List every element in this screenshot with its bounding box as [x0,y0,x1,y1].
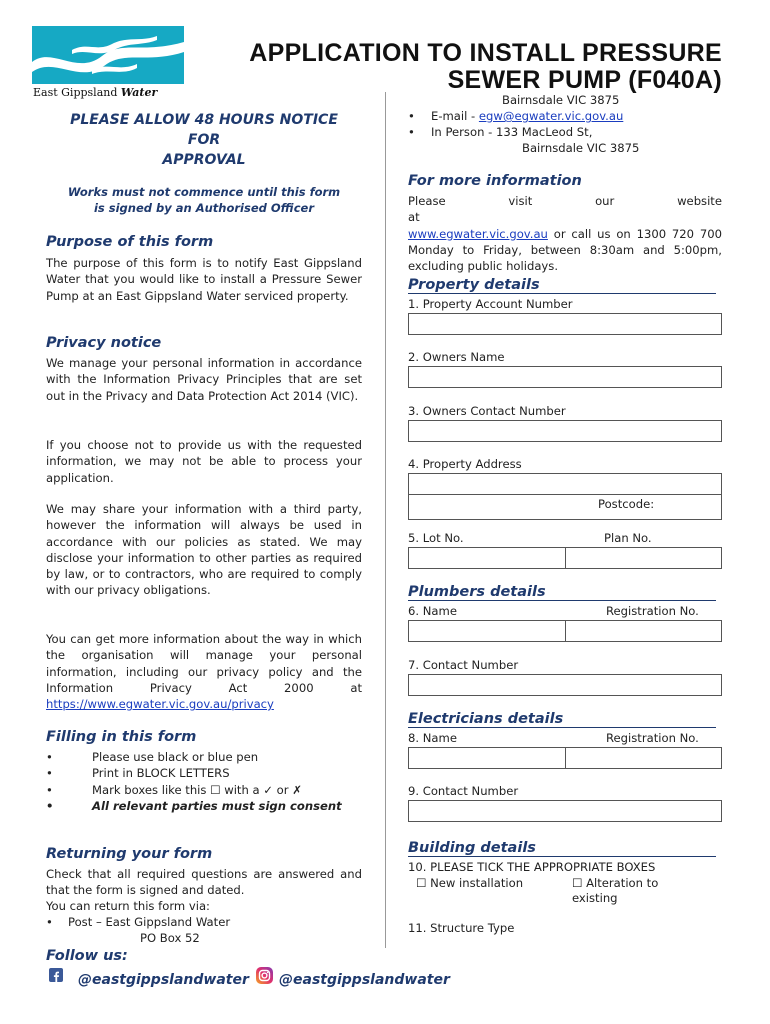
notice-48-hours: PLEASE ALLOW 48 HOURS NOTICE FOR APPROVAL [70,112,338,168]
list-item: • Please use black or blue pen [46,749,362,765]
building-heading: Building details [408,840,536,856]
email-link[interactable]: egw@egwater.vic.gov.au [478,109,624,123]
electrician-contact-field[interactable] [408,800,722,822]
electrician-name-label: 8. Name [408,731,457,745]
instagram-handle[interactable]: @eastgippslandwater [279,972,450,988]
tick-boxes-label: 10. PLEASE TICK THE APPROPRIATE BOXES [408,860,656,874]
more-info-heading: For more information [408,173,582,189]
account-number-field[interactable] [408,313,722,335]
privacy-paragraph-2: If you choose not to provide us with the requested information, we may not be able to process your application. [46,438,362,485]
electrician-registration-label: Registration No. [606,731,699,745]
plan-number-label: Plan No. [604,531,652,545]
returning-heading: Returning your form [46,846,213,862]
column-divider [385,92,386,948]
purpose-heading: Purpose of this form [46,234,214,250]
electricians-heading: Electricians details [408,711,564,727]
new-installation-checkbox[interactable]: ☐ New installation [416,876,524,890]
return-email: • E-mail - egw@egwater.vic.gov.au [408,109,624,123]
lot-number-field[interactable] [408,547,566,569]
follow-heading: Follow us: [46,948,128,964]
privacy-link[interactable]: https://www.egwater.vic.gov.au/privacy [46,697,274,712]
plumber-registration-field[interactable] [565,620,722,642]
return-in-person-city: Bairnsdale VIC 3875 [522,141,640,155]
owners-contact-field[interactable] [408,420,722,442]
owners-name-label: 2. Owners Name [408,350,505,364]
structure-type-label: 11. Structure Type [408,921,515,935]
privacy-paragraph-3: We may share your information with a third party, however the information will always be used in accordance with our policies as stated. We may disclose your information to other parties as required by law, or to contractors, who are required to comply with our privacy obligations. [46,502,362,598]
lot-number-label: 5. Lot No. [408,531,464,545]
electrician-name-field[interactable] [408,747,566,769]
more-info-text: Please visit our website at www.egwater.vic.gov.au or call us on 1300 720 700 Monday to Friday, between 8:30am and 5:00pm, excluding public holidays. [408,194,722,274]
return-post-box: PO Box 52 [140,931,200,945]
returning-text: Check that all required questions are answered and that the form is signed and dated. [46,867,362,898]
return-post: • Post – East Gippsland Water [46,915,231,929]
privacy-paragraph-4: You can get more information about the way in which the organisation will manage your personal information, including our privacy policy and the Information Privacy Act 2000 at https://www.egwater.vic.gov.au/privacy [46,632,362,712]
list-item: • Print in BLOCK LETTERS [46,765,362,781]
plumber-contact-field[interactable] [408,674,722,696]
filling-list [46,749,362,814]
plan-number-field[interactable] [565,547,722,569]
page-title: APPLICATION TO INSTALL PRESSURE SEWER PUMP (F040A) [249,39,722,94]
more-info-first-line: Please visit our website at [408,194,722,225]
owners-contact-label: 3. Owners Contact Number [408,404,566,418]
property-heading-rule [408,293,716,294]
return-in-person: • In Person - 133 MacLeod St, [408,125,593,139]
property-address-label: 4. Property Address [408,457,522,471]
alteration-checkbox[interactable]: ☐ Alteration to [572,876,659,890]
postcode-label: Postcode: [598,497,655,511]
plumbers-heading: Plumbers details [408,584,546,600]
list-item: • Mark boxes like this ☐ with a ✓ or ✗ [46,782,362,798]
property-address-field-line2[interactable] [408,494,722,520]
electricians-heading-rule [408,727,716,728]
electrician-contact-label: 9. Contact Number [408,784,519,798]
building-heading-rule [408,856,716,857]
purpose-text: The purpose of this form is to notify East Gippsland Water that you would like to install a Pressure Sewer Pump at an East Gippsland Water serviced property. [46,256,362,303]
list-item: • All relevant parties must sign consent [46,798,362,814]
plumber-registration-label: Registration No. [606,604,699,618]
plumbers-heading-rule [408,600,716,601]
property-address-field[interactable] [408,473,722,495]
return-post-city: Bairnsdale VIC 3875 [502,93,620,107]
alteration-checkbox-line2: existing [572,891,618,905]
account-number-label: 1. Property Account Number [408,297,573,311]
facebook-handle[interactable]: @eastgippslandwater [78,972,249,988]
plumber-name-label: 6. Name [408,604,457,618]
plumber-name-field[interactable] [408,620,566,642]
works-notice: Works must not commence until this form is signed by an Authorised Officer [67,185,341,215]
returning-via: You can return this form via: [46,899,210,913]
plumber-contact-label: 7. Contact Number [408,658,519,672]
logo-text: East Gippsland Water [33,86,158,99]
website-link[interactable]: www.egwater.vic.gov.au [408,226,548,241]
facebook-icon[interactable] [49,968,63,982]
property-heading: Property details [408,277,540,293]
logo-wave-graphic [32,26,184,88]
owners-name-field[interactable] [408,366,722,388]
privacy-paragraph-1: We manage your personal information in accordance with the Information Privacy Principles that are set out in the Privacy and Data Protection Act 2014 (VIC). [46,356,362,403]
filling-heading: Filling in this form [46,729,197,745]
electrician-registration-field[interactable] [565,747,722,769]
privacy-heading: Privacy notice [46,335,162,351]
instagram-icon[interactable] [256,967,273,984]
